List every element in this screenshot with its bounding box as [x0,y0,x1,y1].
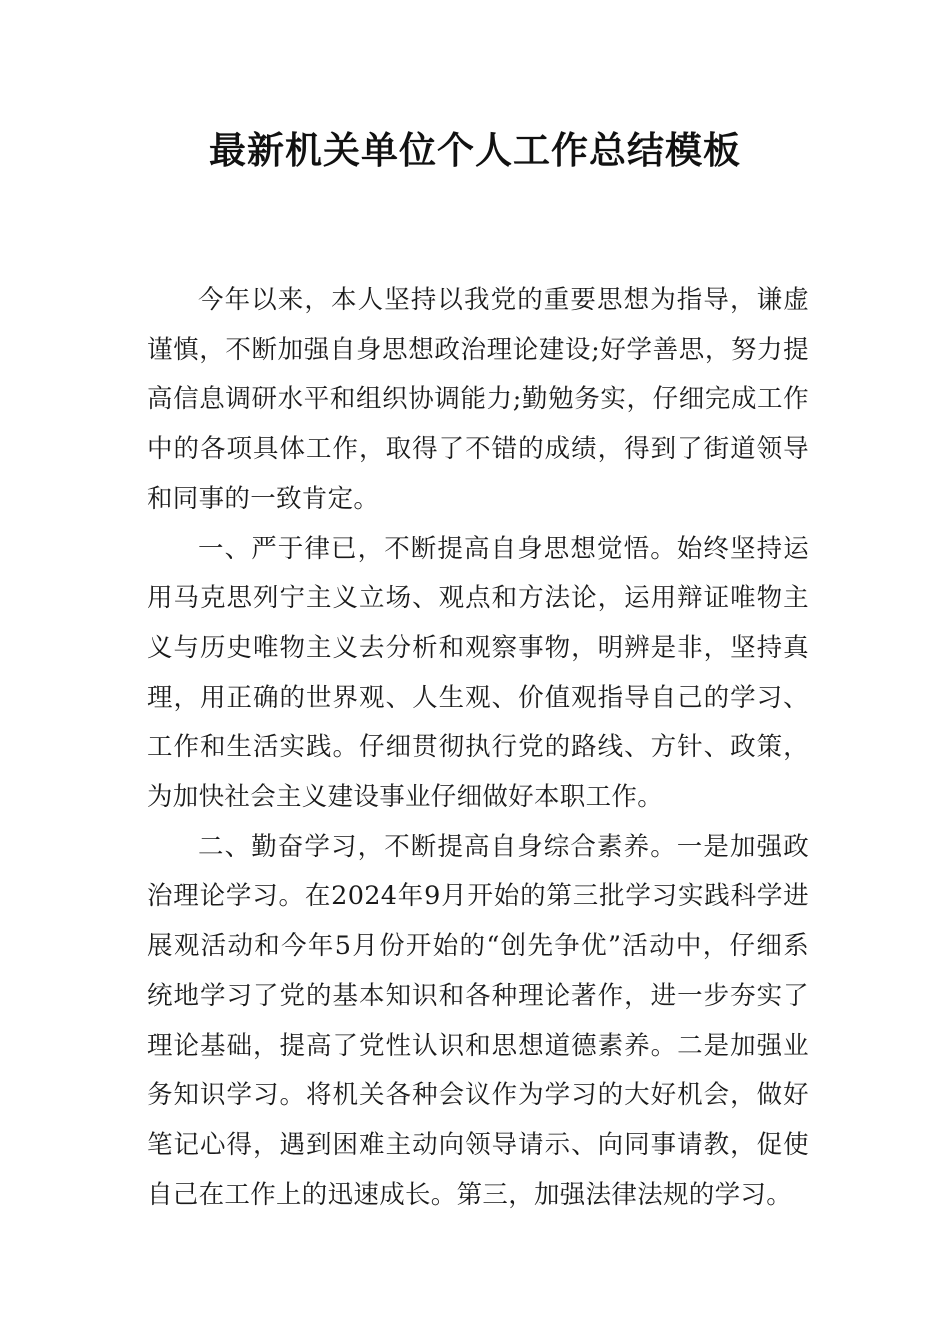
paragraph-intro: 今年以来，本人坚持以我党的重要思想为指导，谦虚谨慎，不断加强自身思想政治理论建设;好学善思，努力提高信息调研水平和组织协调能力;勤勉务实，仔细完成工作中的各项具体工作，取得了不错的成绩，得到了街道领导和同事的一致肯定。 [147,285,809,514]
document-body [147,276,809,1220]
document-title: 最新机关单位个人工作总结模板 [209,129,741,172]
paragraph-section-two: 二、勤奋学习，不断提高自身综合素养。一是加强政治理论学习。在2024年9月开始的第三批学习实践科学进展观活动和今年5月份开始的“创先争优”活动中，仔细系统地学习了党的基本知识和各种理论著作，进一步夯实了理论基础，提高了党性认识和思想道德素养。二是加强业务知识学习。将机关各种会议作为学习的大好机会，做好笔记心得，遇到困难主动向领导请示、向同事请教，促使自己在工作上的迅速成长。第三，加强法律法规的学习。 [147,831,809,1210]
paragraph-section-one: 一、严于律已，不断提高自身思想觉悟。始终坚持运用马克思列宁主义立场、观点和方法论，运用辩证唯物主义与历史唯物主义去分析和观察事物，明辨是非，坚持真理，用正确的世界观、人生观、价值观指导自己的学习、工作和生活实践。仔细贯彻执行党的路线、方针、政策，为加快社会主义建设事业仔细做好本职工作。 [147,533,809,813]
